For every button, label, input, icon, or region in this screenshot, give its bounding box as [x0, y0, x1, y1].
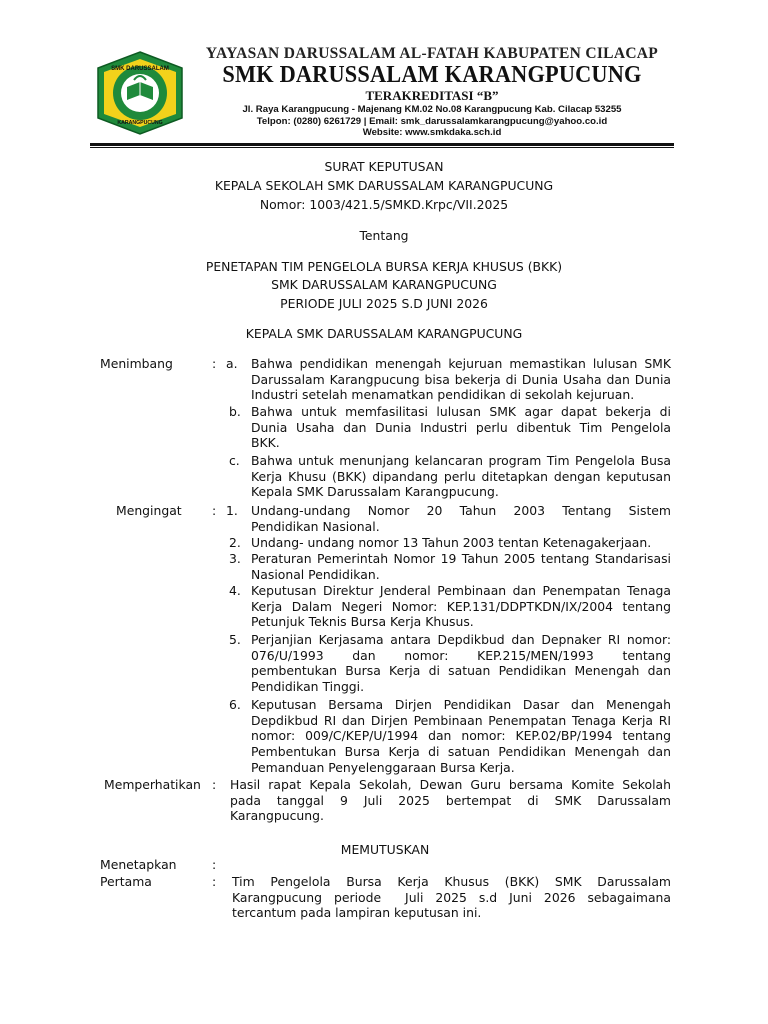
pertama-colon: : [212, 874, 217, 889]
doc-subject-2: SMK DARUSSALAM KARANGPUCUNG [271, 277, 497, 292]
menimbang-item-b: Bahwa untuk memfasilitasi lulusan SMK agar dapat bekerja di Dunia Usaha dan Dunia Industri perlu dibentuk Tim Pengelola BKK. [251, 404, 671, 451]
letterhead-text [190, 44, 674, 139]
memperhatikan-colon: : [212, 777, 217, 792]
menimbang-mark-a: a. [226, 356, 238, 371]
mengingat-mark-4: 4. [229, 583, 241, 598]
memperhatikan-label: Memperhatikan [104, 777, 201, 792]
doc-authority: KEPALA SMK DARUSSALAM KARANGPUCUNG [245, 326, 523, 341]
accreditation: TERAKREDITASI “B” [365, 88, 499, 103]
mengingat-item-3: Peraturan Pemerintah Nomor 19 Tahun 2005 tentang Standarisasi Nasional Pendidikan. [251, 551, 671, 582]
mengingat-item-2: Undang- undang nomor 13 Tahun 2003 tentan Ketenagakerjaan. [251, 535, 652, 550]
doc-title: SURAT KEPUTUSAN [324, 159, 444, 174]
mengingat-mark-2: 2. [229, 535, 241, 550]
doc-subject-3: PERIODE JULI 2025 S.D JUNI 2026 [280, 296, 488, 311]
doc-subject-1: PENETAPAN TIM PENGELOLA BURSA KERJA KHUSUS (BKK) [205, 259, 563, 274]
menimbang-mark-b: b. [229, 404, 241, 419]
foundation-name: YAYASAN DARUSSALAM AL-FATAH KABUPATEN CILACAP [205, 45, 659, 62]
doc-about: Tentang [359, 228, 409, 243]
mengingat-item-6: Keputusan Bersama Dirjen Pendidikan Dasar dan Menengah Depdikbud RI dan Dirjen Pembinaan Penempatan Tenaga Kerja RI nomor: 009/C/KEP/U/1994 dan nomor: KEP.02/BP/1994 tentang Pembentukan Bursa Kerja di satuan Pendidikan Menengah dan Pemanduan Penyelenggaraan Bursa Kerja. [251, 697, 671, 775]
mengingat-item-4: Keputusan Direktur Jenderal Pembinaan dan Penempatan Tenaga Kerja Dalam Negeri Nomor: KEP.131/DDPTKDN/IX/2004 tentang Petunjuk Teknis Bursa Kerja Khusus. [251, 583, 671, 630]
letterhead-rule-thin [90, 147, 674, 148]
letterhead-rule-thick [90, 143, 674, 146]
mengingat-mark-3: 3. [229, 551, 241, 566]
school-name: SMK DARUSSALAM KARANGPUCUNG [222, 62, 642, 88]
menimbang-item-a: Bahwa pendidikan menengah kejuruan memastikan lulusan SMK Darussalam Karangpucung bisa bekerja di Dunia Usaha dan Dunia Industri setelah menamatkan pendidikan di sekolah kejuruan. [251, 356, 671, 403]
mengingat-item-1: Undang-undang Nomor 20 Tahun 2003 Tentang Sistem Pendidikan Nasional. [251, 503, 671, 534]
mengingat-mark-6: 6. [229, 697, 241, 712]
doc-issuer: KEPALA SEKOLAH SMK DARUSSALAM KARANGPUCUNG [214, 178, 554, 193]
letterhead [90, 44, 674, 140]
address: Jl. Raya Karangpucung - Majenang KM.02 No.08 Karangpucung Kab. Cilacap 53255 [242, 104, 622, 115]
mengingat-item-5: Perjanjian Kerjasama antara Depdikbud dan Depnaker RI nomor: 076/U/1993 dan nomor: KEP.215/MEN/1993 tentang pembentukan Bursa Kerja di satuan Pendidikan Menengah dan Pendidikan Tinggi. [251, 632, 671, 695]
pertama-label: Pertama [100, 874, 152, 889]
mengingat-mark-5: 5. [229, 632, 241, 647]
logo-bottom-text: KARANGPUCUNG [117, 120, 163, 126]
school-logo-icon [94, 50, 186, 136]
mengingat-colon: : [212, 503, 217, 518]
menetapkan-colon: : [212, 857, 217, 872]
website: Website: www.smkdaka.sch.id [362, 127, 502, 139]
pertama-text: Tim Pengelola Bursa Kerja Khusus (BKK) SMK Darussalam Karangpucung periode Juli 2025 s.d Juni 2026 sebagaimana tercantum pada lampiran keputusan ini. [232, 874, 671, 921]
memutuskan-heading: MEMUTUSKAN [340, 842, 430, 857]
contact: Telpon: (0280) 6261729 | Email: smk_darussalamkarangpucung@yahoo.co.id [256, 115, 608, 127]
mengingat-mark-1: 1. [226, 503, 238, 518]
doc-number: Nomor: 1003/421.5/SMKD.Krpc/VII.2025 [259, 197, 509, 212]
memperhatikan-text: Hasil rapat Kepala Sekolah, Dewan Guru bersama Komite Sekolah pada tanggal 9 Juli 2025 bertempat di SMK Darussalam Karangpucung. [230, 777, 671, 824]
menimbang-colon: : [212, 356, 217, 371]
menimbang-label: Menimbang [100, 356, 173, 371]
menetapkan-label: Menetapkan [100, 857, 177, 872]
mengingat-label: Mengingat [116, 503, 182, 518]
menimbang-mark-c: c. [229, 453, 240, 468]
menimbang-item-c: Bahwa untuk menunjang kelancaran program Tim Pengelola Busa Kerja Khusu (BKK) dipandang perlu ditetapkan dengan keputusan Kepala SMK Darussalam Karangpucung. [251, 453, 671, 500]
logo-top-text: SMK DARUSSALAM [111, 66, 169, 72]
